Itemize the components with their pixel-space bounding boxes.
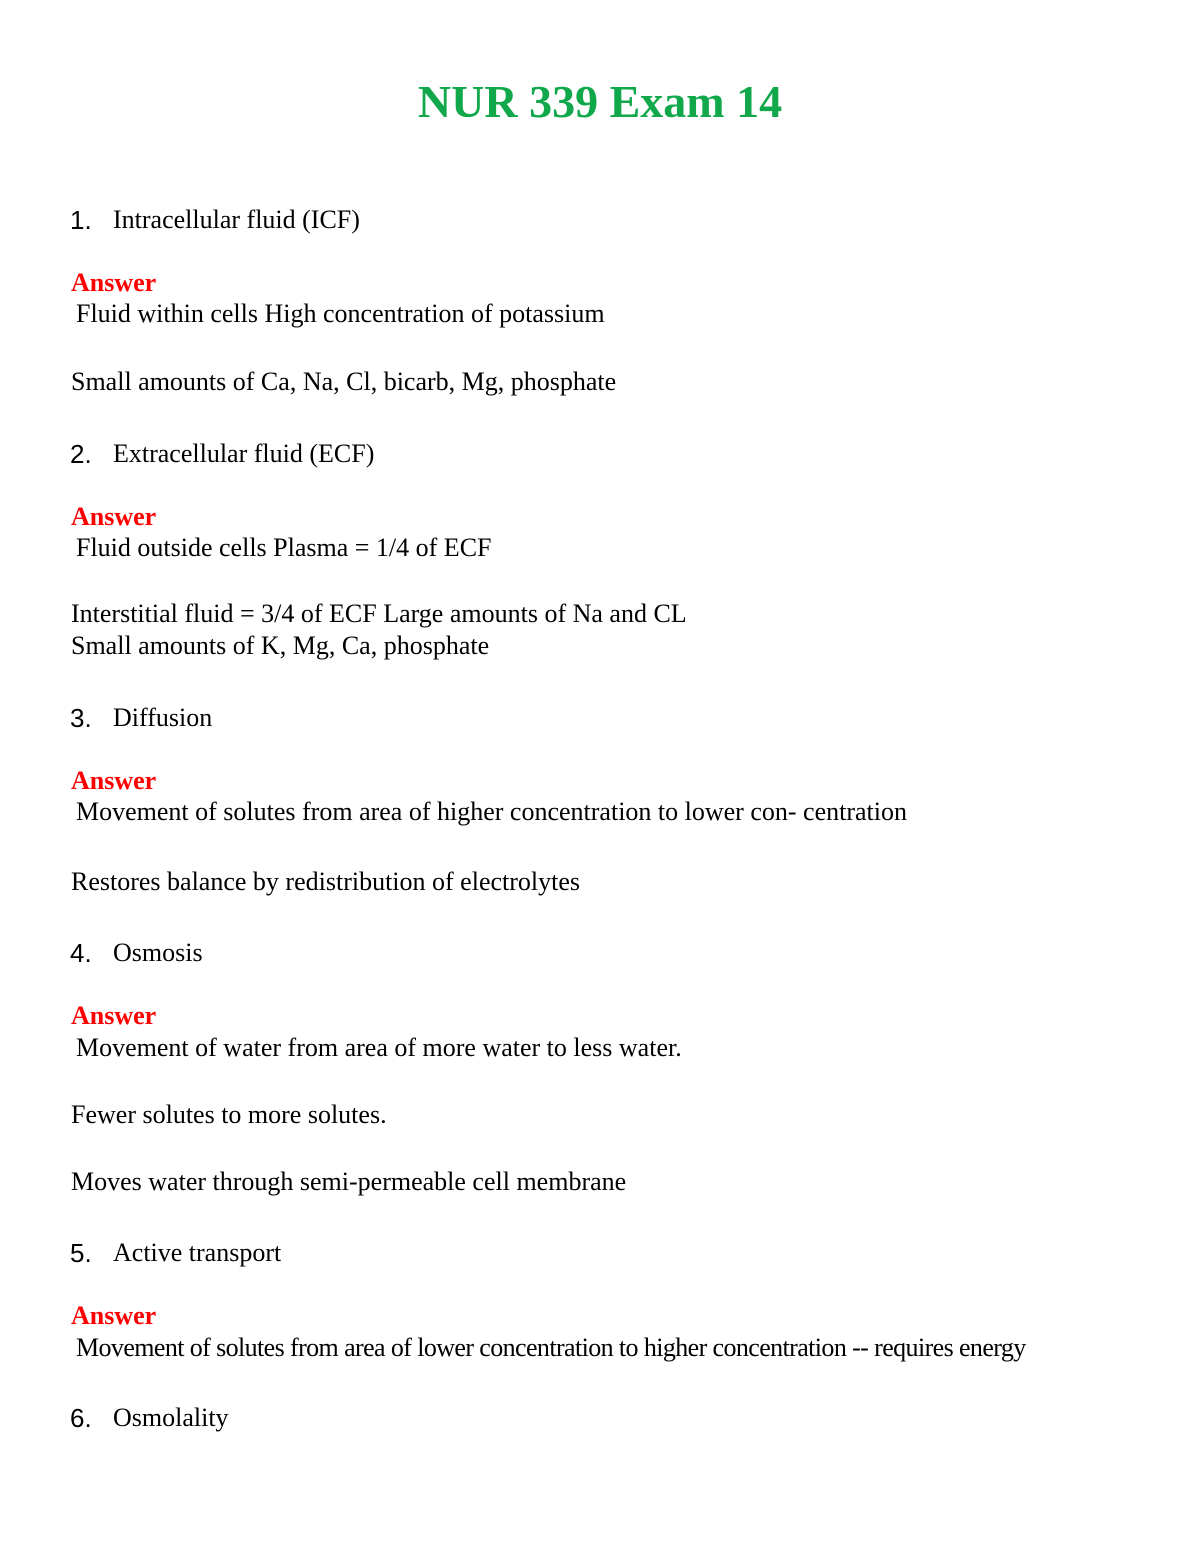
answer-label: Answer [71, 1001, 157, 1030]
answer-text: Fewer solutes to more solutes. [71, 1100, 387, 1129]
answer-label: Answer [71, 268, 157, 297]
answer-text: Movement of solutes from area of lower concentration to higher concentration -- requires energy [76, 1333, 1026, 1362]
page-title: NUR 339 Exam 14 [417, 76, 783, 127]
answer-text: Small amounts of Ca, Na, Cl, bicarb, Mg, phosphate [71, 367, 617, 396]
question-term: Intracellular fluid (ICF) [113, 205, 360, 234]
answer-text: Fluid within cells High concentration of potassium [76, 299, 605, 328]
question-term: Osmolality [113, 1403, 229, 1432]
question-number: 5. [70, 1238, 92, 1268]
answer-text: Small amounts of K, Mg, Ca, phosphate [71, 631, 490, 660]
question-number: 2. [70, 439, 92, 469]
answer-text: Restores balance by redistribution of electrolytes [71, 867, 581, 896]
question-term: Osmosis [113, 938, 203, 967]
answer-label: Answer [71, 502, 157, 531]
answer-text: Fluid outside cells Plasma = 1/4 of ECF [76, 533, 492, 562]
answer-text: Movement of water from area of more water to less water. [76, 1033, 682, 1062]
answer-label: Answer [71, 1301, 157, 1330]
question-term: Extracellular fluid (ECF) [113, 439, 375, 468]
question-number: 1. [70, 205, 92, 235]
question-number: 6. [70, 1403, 92, 1433]
answer-text: Interstitial fluid = 3/4 of ECF Large amounts of Na and CL [71, 599, 687, 628]
question-term: Diffusion [113, 703, 213, 732]
answer-label: Answer [71, 766, 157, 795]
question-number: 4. [70, 938, 92, 968]
question-number: 3. [70, 703, 92, 733]
answer-text: Movement of solutes from area of higher concentration to lower con- centration [76, 797, 907, 826]
answer-text: Moves water through semi-permeable cell membrane [71, 1167, 627, 1196]
question-term: Active transport [113, 1238, 282, 1267]
